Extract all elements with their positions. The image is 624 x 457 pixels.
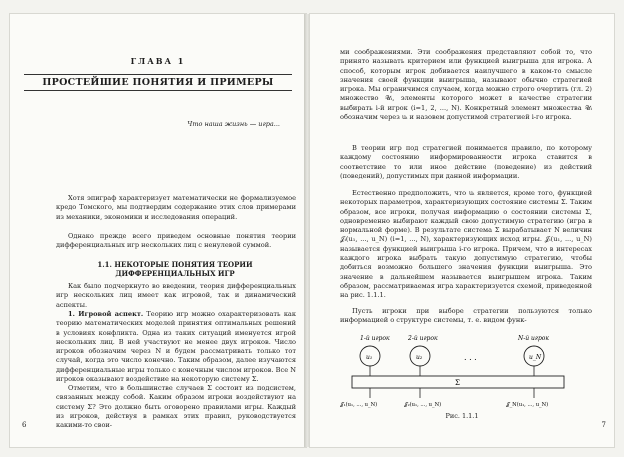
- intro-paragraph-2: Однако прежде всего приведем основные понятия теории дифференциальных игр нескольких лиц с ненулевой суммой.: [56, 232, 296, 250]
- paragraph-game-aspect: [56, 310, 296, 384]
- system-label: Σ: [455, 379, 460, 387]
- paragraph-lead: 1. Игровой аспект.: [68, 310, 144, 318]
- game-scheme-figure: [338, 334, 578, 409]
- node-label-n: u_N: [529, 354, 542, 361]
- chapter-title: ПРОСТЕЙШИЕ ПОНЯТИЯ И ПРИМЕРЫ: [24, 74, 292, 91]
- epigraph: Что наша жизнь — игра...: [187, 120, 280, 128]
- page-number-right: 7: [601, 421, 606, 429]
- output-label-n: 𝒥_N(u₁, ..., u_N): [506, 402, 549, 408]
- player-label-1: 1-й игрок: [360, 335, 390, 342]
- paragraph-payoff: Естественно предположить, что uᵢ является, кроме того, функцией некоторых параметров, характеризующих состояние системы Σ. Таким образом, все игроки, получая информацию о состоянии системы Σ, одновременно выбирают каждый свою допустимую стратегию (игра в нормальной форме). В результате система Σ вырабатывает N величин 𝒥ᵢ(u₁, ..., u_N) (i=1, ..., N), характеризующих исход игры. 𝒥ᵢ(u₁, ..., u_N) называется функцией выигрыша i-го игрока. Причем, что в интересах каждого игрока выбрать такую допустимую стратегию, чтобы добиться возможно большего значения функции выигрыша. Это значение в дальнейшем называется выигрышем игрока. Таким образом, рассматриваемая игра характеризуется схемой, приведенной на рис. 1.1.1.: [340, 189, 592, 300]
- paragraph-body: Теорию игр можно охарактеризовать как теорию математических моделей принятия оптимальных решений в условиях конфликта. Одна из таких ситуаций именуется игрой нескольких лиц. В ней участвуют не менее двух игроков. Число игроков обозначим через N и будем рассматривать только тот случай, когда это число конечно. Таким образом, далее изучаются дифференциальные игры только с конечным числом игроков. Все N игроков оказывают воздействие на некоторую систему Σ.: [56, 310, 296, 384]
- output-label-1: 𝒥₁(u₁, ..., u_N): [340, 402, 378, 408]
- paragraph-strategy: В теории игр под стратегией понимается правило, по которому каждому состоянию информированности игрока ставится в соответствие то или иное действие (поведение) из действий (поведений), допустимых при данной информации.: [340, 144, 592, 180]
- figure-caption: Рис. 1.1.1: [445, 412, 479, 420]
- right-page: [310, 14, 614, 447]
- intro-paragraph: Хотя эпиграф характеризует математически не формализуемое кредо Томского, мы подтвердим содержание этих слов примерами из механики, экономики и исследования операций.: [56, 194, 296, 221]
- paragraph-information: Пусть игроки при выборе стратегии пользуются только информацией о структуре системы, т. е. видом функ-: [340, 307, 592, 325]
- player-ellipsis: . . .: [464, 353, 477, 362]
- paragraph-game-aspects: Как было подчеркнуто во введении, теория дифференциальных игр нескольких лиц имеет как игровой, так и динамический аспекты.: [56, 282, 296, 309]
- page-number-left: 6: [22, 421, 27, 429]
- node-label-1: u₁: [366, 354, 373, 361]
- output-label-2: 𝒥₂(u₁, ..., u_N): [404, 402, 442, 408]
- chapter-label: ГЛАВА 1: [130, 56, 186, 66]
- player-label-2: 2-й игрок: [408, 335, 438, 342]
- paragraph-criteria: ми соображениями. Эти соображения представляют собой то, что принято называть критерием или функцией выигрыша для игрока. А способ, которым игрок добивается наилучшего в каком-то смысле значения своей функции выигрыша, называют обычно стратегией игрока. Мы ограничимся случаем, когда можно строго очертить (гл. 2) множество 𝒰ᵢ, элементы которого может в качестве стратегии выбирать i-й игрок (i=1, 2, ..., N). Конкретный элемент множества 𝒰ᵢ обозначим через uᵢ и назовем допустимой стратегией i-го игрока.: [340, 48, 592, 122]
- left-page: [10, 14, 306, 447]
- section-title: 1.1. НЕКОТОРЫЕ ПОНЯТИЯ ТЕОРИИ ДИФФЕРЕНЦИАЛЬНЫХ ИГР: [97, 260, 253, 278]
- player-label-n: N-й игрок: [518, 335, 549, 342]
- node-label-2: u₂: [416, 354, 423, 361]
- paragraph-subsystems: Отметим, что в большинстве случаев Σ состоит из подсистем, связанных между собой. Каким образом игроки воздействуют на систему Σ? Это должно быть оговорено правилами игры. Каждый из игроков, действуя в рамках этих правил, руководствуется какими-то свои-: [56, 384, 296, 430]
